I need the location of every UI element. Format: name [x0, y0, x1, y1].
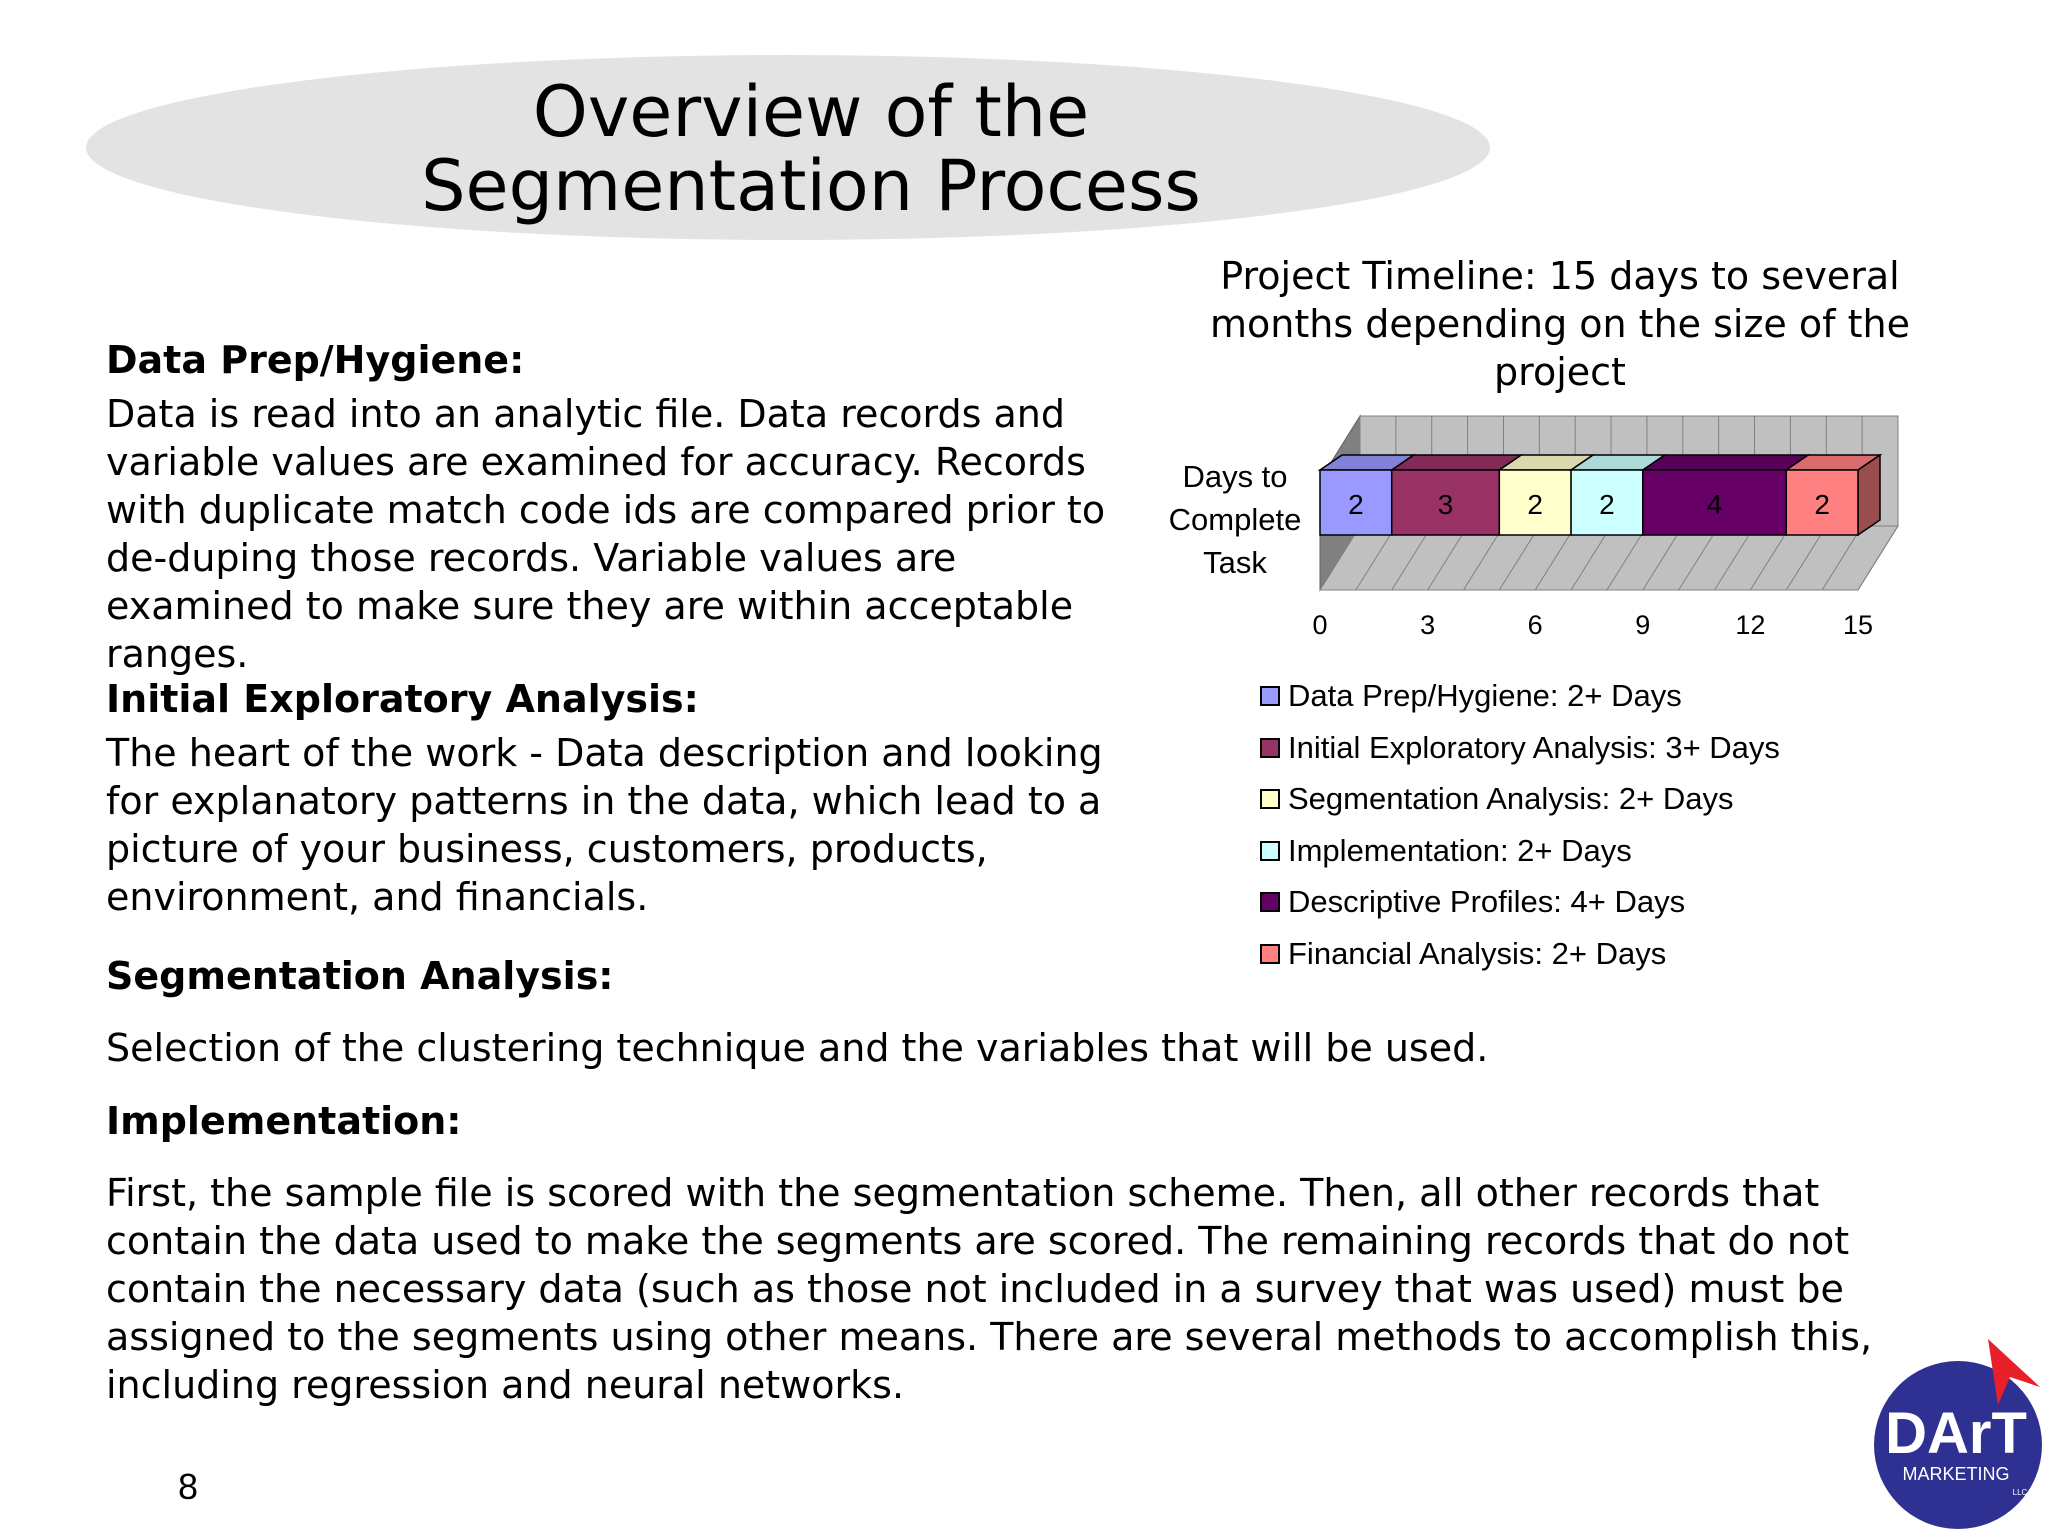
legend-item [1260, 884, 1780, 936]
legend-label: Segmentation Analysis: 2+ Days [1288, 781, 1734, 816]
x-tick-label: 9 [1635, 610, 1651, 640]
bar-data-label-5: 2 [1814, 489, 1830, 520]
legend-swatch [1260, 892, 1280, 912]
legend-label: Data Prep/Hygiene: 2+ Days [1288, 678, 1682, 713]
section-heading: Data Prep/Hygiene: [106, 338, 525, 382]
legend-swatch [1260, 841, 1280, 861]
x-tick-label: 3 [1420, 610, 1436, 640]
bar-top-4 [1643, 455, 1808, 470]
section-heading: Initial Exploratory Analysis: [106, 677, 699, 721]
section-body: First, the sample file is scored with the segmentation scheme. Then, all other records that contain the data used to make the segments are scored. The remaining records that do not contain the necessary data (such as those not included in a survey that was used) must be assigned to the segments using other means. There are several methods to accomplish this, including regression and neural networks. [106, 1171, 1873, 1407]
bar-data-label-4: 4 [1706, 489, 1723, 520]
legend-swatch [1260, 789, 1280, 809]
x-tick-label: 6 [1527, 610, 1543, 640]
bar-data-label-3: 2 [1599, 489, 1615, 520]
chart-y-axis-label: Days to Complete Task [1168, 459, 1302, 580]
bar-data-label-2: 2 [1527, 489, 1543, 520]
legend-label: Descriptive Profiles: 4+ Days [1288, 884, 1686, 919]
bar-side-5 [1858, 455, 1880, 535]
legend-item [1260, 730, 1780, 782]
legend-swatch [1260, 944, 1280, 964]
logo-text-sub: MARKETING [1902, 1464, 2010, 1484]
bar-data-label-1: 3 [1437, 489, 1454, 520]
x-tick-label: 15 [1842, 610, 1874, 640]
chart-legend [1260, 678, 1780, 987]
legend-swatch [1260, 738, 1280, 758]
x-tick-label: 0 [1312, 610, 1328, 640]
bar-data-label-0: 2 [1348, 489, 1364, 520]
chart-title: Project Timeline: 15 days to several months depending on the size of the project [1210, 254, 1910, 394]
section-body: Data is read into an analytic file. Data records and variable values are examined for accuracy. Records with duplicate match code ids are compared prior to de-duping those records. Variable values are examined to make sure they are within acceptable ranges. [106, 392, 1106, 676]
dart-marketing-logo [1870, 1335, 2046, 1531]
section-heading: Segmentation Analysis: [106, 954, 614, 998]
logo-text-llc: LLC [2012, 1488, 2028, 1497]
section-body: The heart of the work - Data description and looking for explanatory patterns in the data, which lead to a picture of your business, customers, products, environment, and financials. [106, 731, 1103, 919]
legend-swatch [1260, 686, 1280, 706]
legend-label: Initial Exploratory Analysis: 3+ Days [1288, 729, 1780, 765]
section-body: Selection of the clustering technique and the variables that will be used. [106, 1026, 1489, 1070]
slide-title-line-1: Overview of the [532, 71, 1090, 153]
legend-item [1260, 833, 1780, 885]
x-tick-label: 12 [1735, 610, 1766, 640]
legend-label: Implementation: 2+ Days [1288, 832, 1632, 868]
legend-label: Financial Analysis: 2+ Days [1288, 935, 1667, 971]
legend-item [1260, 678, 1780, 730]
section-heading: Implementation: [106, 1099, 462, 1143]
page-number: 8 [178, 1466, 199, 1507]
slide-title-line-2: Segmentation Process [421, 145, 1201, 227]
legend-item [1260, 781, 1780, 833]
legend-item [1260, 936, 1780, 988]
logo-text-main: DArT [1885, 1401, 2027, 1466]
